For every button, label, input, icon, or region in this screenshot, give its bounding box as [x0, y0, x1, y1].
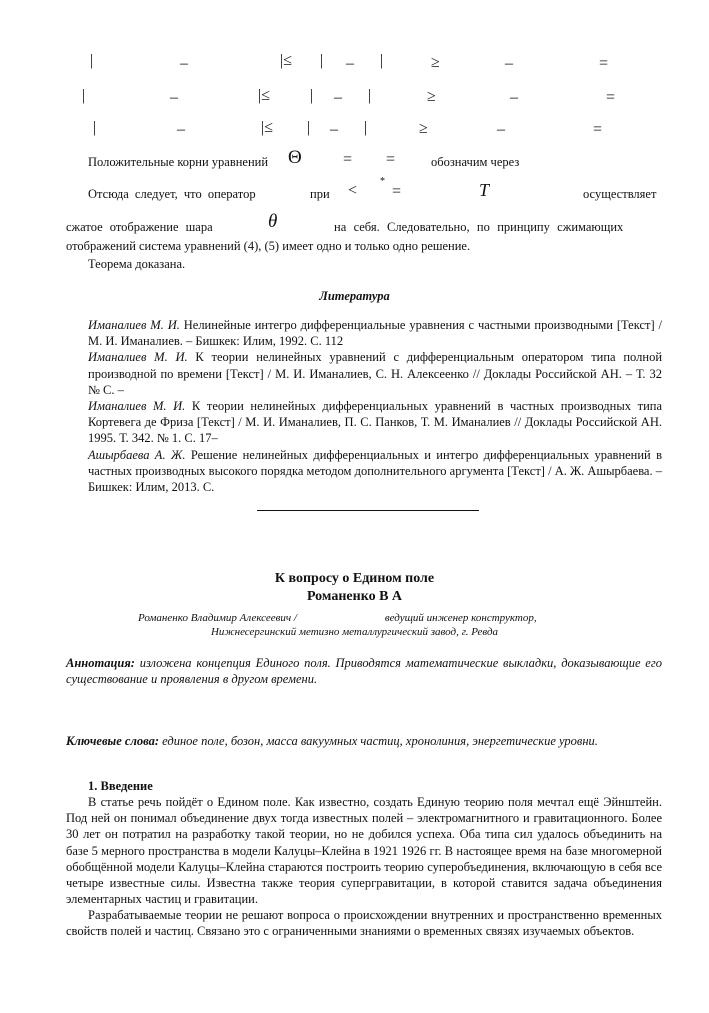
reference-author: Иманалиев М. И. [88, 350, 188, 365]
reference-text: Нелинейные интегро дифференциальные уравнения с частными производными [Текст] / М. И. Иманалиев. – Бишкек: Илим, 1992. С. 112 [88, 318, 662, 349]
reference-item [88, 447, 662, 496]
formula-symbol: | [320, 52, 324, 69]
intro-paragraph-1: В статье речь пойдёт о Едином поле. Как известно, создать Единую теорию поля мечтал ещё Эйнштейн. Под ней он понимал объединение двух тогда известных полей – электромагнитного и гравитационного. Более 30 лет он потратил на разработку такой теории, но не добился успеха. Оба типа сил удалось объединить на базе 5 мерного пространства в модели Калуцы–Клейна в 1921 1926 гг. В настоящее время на базе многомерной обобщённой модели Калуцы–Клейна стараются построить теорию суперобъединения, включающую в себя все четыре известные силы. Известна также теория супергравитации, в которой ставится задача объединения элементарных частиц и гравитации. [66, 795, 662, 907]
keywords [66, 733, 662, 749]
formula-symbol: – [170, 89, 178, 106]
reference-item [88, 317, 662, 349]
formula-symbol: |≤ [280, 52, 292, 69]
article-author: Романенко В А [306, 589, 403, 604]
when-text: при [310, 187, 330, 201]
formula-symbol: |≤ [261, 119, 273, 136]
reference-text: К теории нелинейных уравнений с дифференциальным оператором типа полной производной по времени [Текст] / М. И. Иманалиев, С. Н. Алексеенко // Доклады Российской АН. – Т. 32 № С. – [88, 350, 663, 397]
formula-symbol: | [380, 52, 384, 69]
theta-small-symbol: θ [268, 211, 278, 232]
denote-text: обозначим через [431, 155, 520, 169]
equals-symbol: = [392, 183, 402, 200]
formula-symbol: = [599, 55, 609, 72]
formula-symbol: – [334, 89, 342, 106]
reference-author: Иманалиев М. И. [88, 399, 186, 414]
formula-symbol: | [90, 52, 94, 69]
reference-list [88, 317, 662, 495]
formula-symbol: | [82, 87, 86, 104]
formula-symbol: – [510, 89, 518, 106]
less-than-symbol: < [348, 182, 358, 199]
formula-symbol: ≥ [427, 88, 436, 105]
article-title: К вопросу о Едином поле [274, 571, 435, 586]
formula-symbol: – [180, 55, 188, 72]
formula-symbol: – [330, 121, 338, 138]
operator-text: Отсюда следует, что оператор [88, 187, 256, 201]
formula-symbol: – [505, 55, 513, 72]
formula-symbol: ≥ [431, 54, 440, 71]
mapping-text-3: отображений система уравнений (4), (5) имеет одно и только одно решение. [66, 239, 471, 253]
formula-symbol: | [364, 119, 368, 136]
mapping-text-2: на себя. Следовательно, по принципу сжимающих [334, 220, 624, 234]
star-symbol: * [380, 176, 385, 187]
reference-text: К теории нелинейных дифференциальных уравнений в частных производных типа Кортевега де Фриза [Текст] / М. И. Иманалиев, П. С. Панков, Т. М. Иманалиев // Доклады Российской АН. 1995. Т. 342. № 1. С. 17– [88, 399, 662, 446]
literature-heading: Литература [319, 289, 390, 303]
equals-symbol: = [343, 151, 353, 168]
equals-symbol: = [386, 151, 396, 168]
reference-author: Иманалиев М. И. [88, 318, 180, 332]
theta-symbol: Θ [288, 147, 302, 168]
operator-T: T [479, 180, 490, 200]
section-divider [257, 510, 479, 511]
reference-author: Ашырбаева А. Ж. [88, 447, 186, 462]
annotation-text: изложена концепция Единого поля. Приводятся математические выкладки, доказывающие его существование и проявления в другом времени. [66, 656, 662, 687]
annotation [66, 655, 662, 687]
keywords-label: Ключевые слова: [66, 734, 160, 748]
author-affiliation: Романенко Владимир Алексеевич / ведущий инженер конструктор, [138, 612, 537, 624]
formula-symbol: | [307, 119, 311, 136]
annotation-label: Аннотация: [66, 656, 135, 670]
author-organization: Нижнесергинский метизно металлургический завод, г. Ревда [210, 626, 499, 638]
formula-symbol: = [606, 89, 616, 106]
reference-text: Решение нелинейных дифференциальных и интегро дифференциальных уравнений в частных производных высокого порядка методом дополнительного аргумента [Текст] / А. Ж. Ашырбаева. – Бишкек: Илим, 2013. С. [88, 447, 662, 495]
intro-paragraph-2: Разрабатываемые теории не решают вопроса о происхождении внутренних и пространственно временных свойств полей и частиц. Связано это с ограниченными знаниями о временных связях изучаемых объектов. [66, 908, 662, 939]
reference-item [88, 349, 662, 398]
reference-item [88, 398, 662, 447]
formula-symbol: |≤ [258, 87, 270, 104]
formula-symbol: – [177, 121, 185, 138]
formula-symbol: | [310, 87, 314, 104]
section-heading: 1. Введение [88, 779, 153, 793]
formula-symbol: ≥ [419, 120, 428, 137]
performs-text: осуществляет [583, 187, 657, 201]
formula-symbol: = [593, 121, 603, 138]
theorem-proven: Теорема доказана. [88, 257, 186, 271]
formula-symbol: – [346, 55, 354, 72]
formula-symbol: | [368, 87, 372, 104]
positive-roots-text: Положительные корни уравнений [88, 155, 269, 169]
keywords-text: единое поле, бозон, масса вакуумных частиц, хронолиния, энергетические уровни. [159, 734, 598, 748]
formula-symbol: | [93, 119, 97, 136]
formula-symbol: – [497, 121, 505, 138]
mapping-text: сжатое отображение шара [66, 220, 213, 234]
